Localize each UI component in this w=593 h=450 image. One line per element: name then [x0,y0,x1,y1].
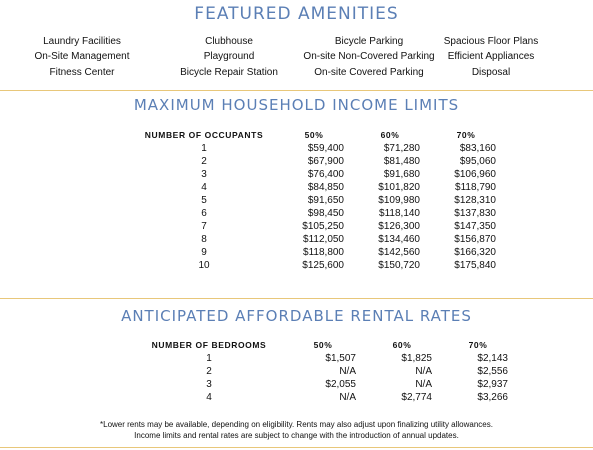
value-cell: $2,556 [477,366,508,377]
row-label-cell: 4 [201,182,207,193]
header-60: 60% [380,129,400,140]
value-cell: N/A [415,379,432,390]
table-row [132,259,504,272]
value-cell: $76,400 [307,169,344,180]
table-row [132,142,504,155]
value-cell: $125,600 [302,260,344,271]
table-row [132,168,504,181]
row-label-cell: 6 [201,208,207,219]
table-row [136,352,516,365]
value-cell: $2,143 [477,353,508,364]
table-row [136,378,516,391]
amenities-heading: FEATURED AMENITIES [194,4,399,24]
value-cell: $3,266 [477,392,508,403]
row-label-cell: 3 [201,169,207,180]
header-70: 70% [456,129,476,140]
value-cell: $118,790 [455,182,496,193]
divider-rule [0,447,593,448]
value-cell: $137,830 [454,208,496,219]
value-cell: $118,800 [303,247,344,258]
footnote-line-1: *Lower rents may be available, depending on eligibility. Rents may also adjust upon finalizing utility allowances. [100,420,493,429]
table-row [132,233,504,246]
amenity-item: Playground [203,51,255,62]
value-cell: $2,055 [325,379,356,390]
table-row [132,181,504,194]
value-cell: $118,140 [379,208,420,219]
divider-rule [0,298,593,299]
value-cell: $59,400 [307,143,344,154]
amenity-item: Fitness Center [49,67,115,78]
amenity-item: Clubhouse [205,36,253,47]
table-row [132,220,504,233]
value-cell: $91,650 [307,195,344,206]
amenity-item: Disposal [471,67,511,78]
table-row [132,207,504,220]
row-label-cell: 4 [206,392,212,403]
income-limits-table [132,128,504,272]
amenity-item: On-Site Management [34,51,130,62]
value-cell: N/A [339,392,356,403]
value-cell: $2,774 [401,392,432,403]
rental-rates-heading: ANTICIPATED AFFORDABLE RENTAL RATES [121,307,472,325]
row-label-cell: 10 [198,260,210,271]
divider-rule [0,90,593,91]
header-60: 60% [392,339,412,350]
row-label-cell: 8 [201,234,207,245]
amenity-item: Spacious Floor Plans [443,36,539,47]
header-occupants: NUMBER OF OCCUPANTS [144,129,264,140]
row-label-cell: 2 [201,156,207,167]
amenity-item: Bicycle Parking [334,36,404,47]
value-cell: $106,960 [454,169,496,180]
table-row [132,194,504,207]
value-cell: $83,160 [459,143,496,154]
amenity-item: Efficient Appliances [447,51,535,62]
value-cell: $84,850 [307,182,344,193]
amenity-item: On-site Non-Covered Parking [303,51,435,62]
row-label-cell: 3 [206,379,212,390]
value-cell: $128,310 [454,195,496,206]
amenity-item: Bicycle Repair Station [180,67,278,78]
table-header-row [136,338,516,352]
value-cell: $81,480 [383,156,420,167]
row-label-cell: 1 [206,353,212,364]
income-limits-heading: MAXIMUM HOUSEHOLD INCOME LIMITS [133,96,460,114]
value-cell: $175,840 [454,260,496,271]
value-cell: $101,820 [378,182,420,193]
table-row [136,391,516,404]
value-cell: $2,937 [477,379,508,390]
value-cell: $156,870 [454,234,496,245]
row-label-cell: 7 [201,221,207,232]
value-cell: $109,980 [378,195,420,206]
value-cell: $112,050 [303,234,344,245]
header-50: 50% [313,339,333,350]
table-row [132,155,504,168]
table-header-row [132,128,504,142]
value-cell: $1,825 [401,353,432,364]
value-cell: $150,720 [378,260,420,271]
value-cell: $105,250 [302,221,344,232]
value-cell: $95,060 [459,156,496,167]
value-cell: $1,507 [325,353,356,364]
value-cell: $134,460 [378,234,420,245]
header-70: 70% [468,339,488,350]
value-cell: $142,560 [378,247,420,258]
amenity-item: On-site Covered Parking [314,67,424,78]
row-label-cell: 9 [201,247,207,258]
value-cell: N/A [415,366,432,377]
header-50: 50% [304,129,324,140]
value-cell: $71,280 [383,143,420,154]
footnote-line-2: Income limits and rental rates are subject to change with the introduction of annual updates. [134,431,459,440]
table-row [136,365,516,378]
row-label-cell: 2 [206,366,212,377]
value-cell: $91,680 [383,169,420,180]
value-cell: $147,350 [454,221,496,232]
value-cell: $126,300 [378,221,420,232]
row-label-cell: 1 [201,143,207,154]
value-cell: N/A [339,366,356,377]
header-bedrooms: NUMBER OF BEDROOMS [151,339,267,350]
row-label-cell: 5 [201,195,207,206]
rental-rates-table [136,338,516,404]
table-row [132,246,504,259]
value-cell: $166,320 [454,247,496,258]
value-cell: $98,450 [307,208,344,219]
value-cell: $67,900 [307,156,344,167]
amenity-item: Laundry Facilities [43,36,121,47]
